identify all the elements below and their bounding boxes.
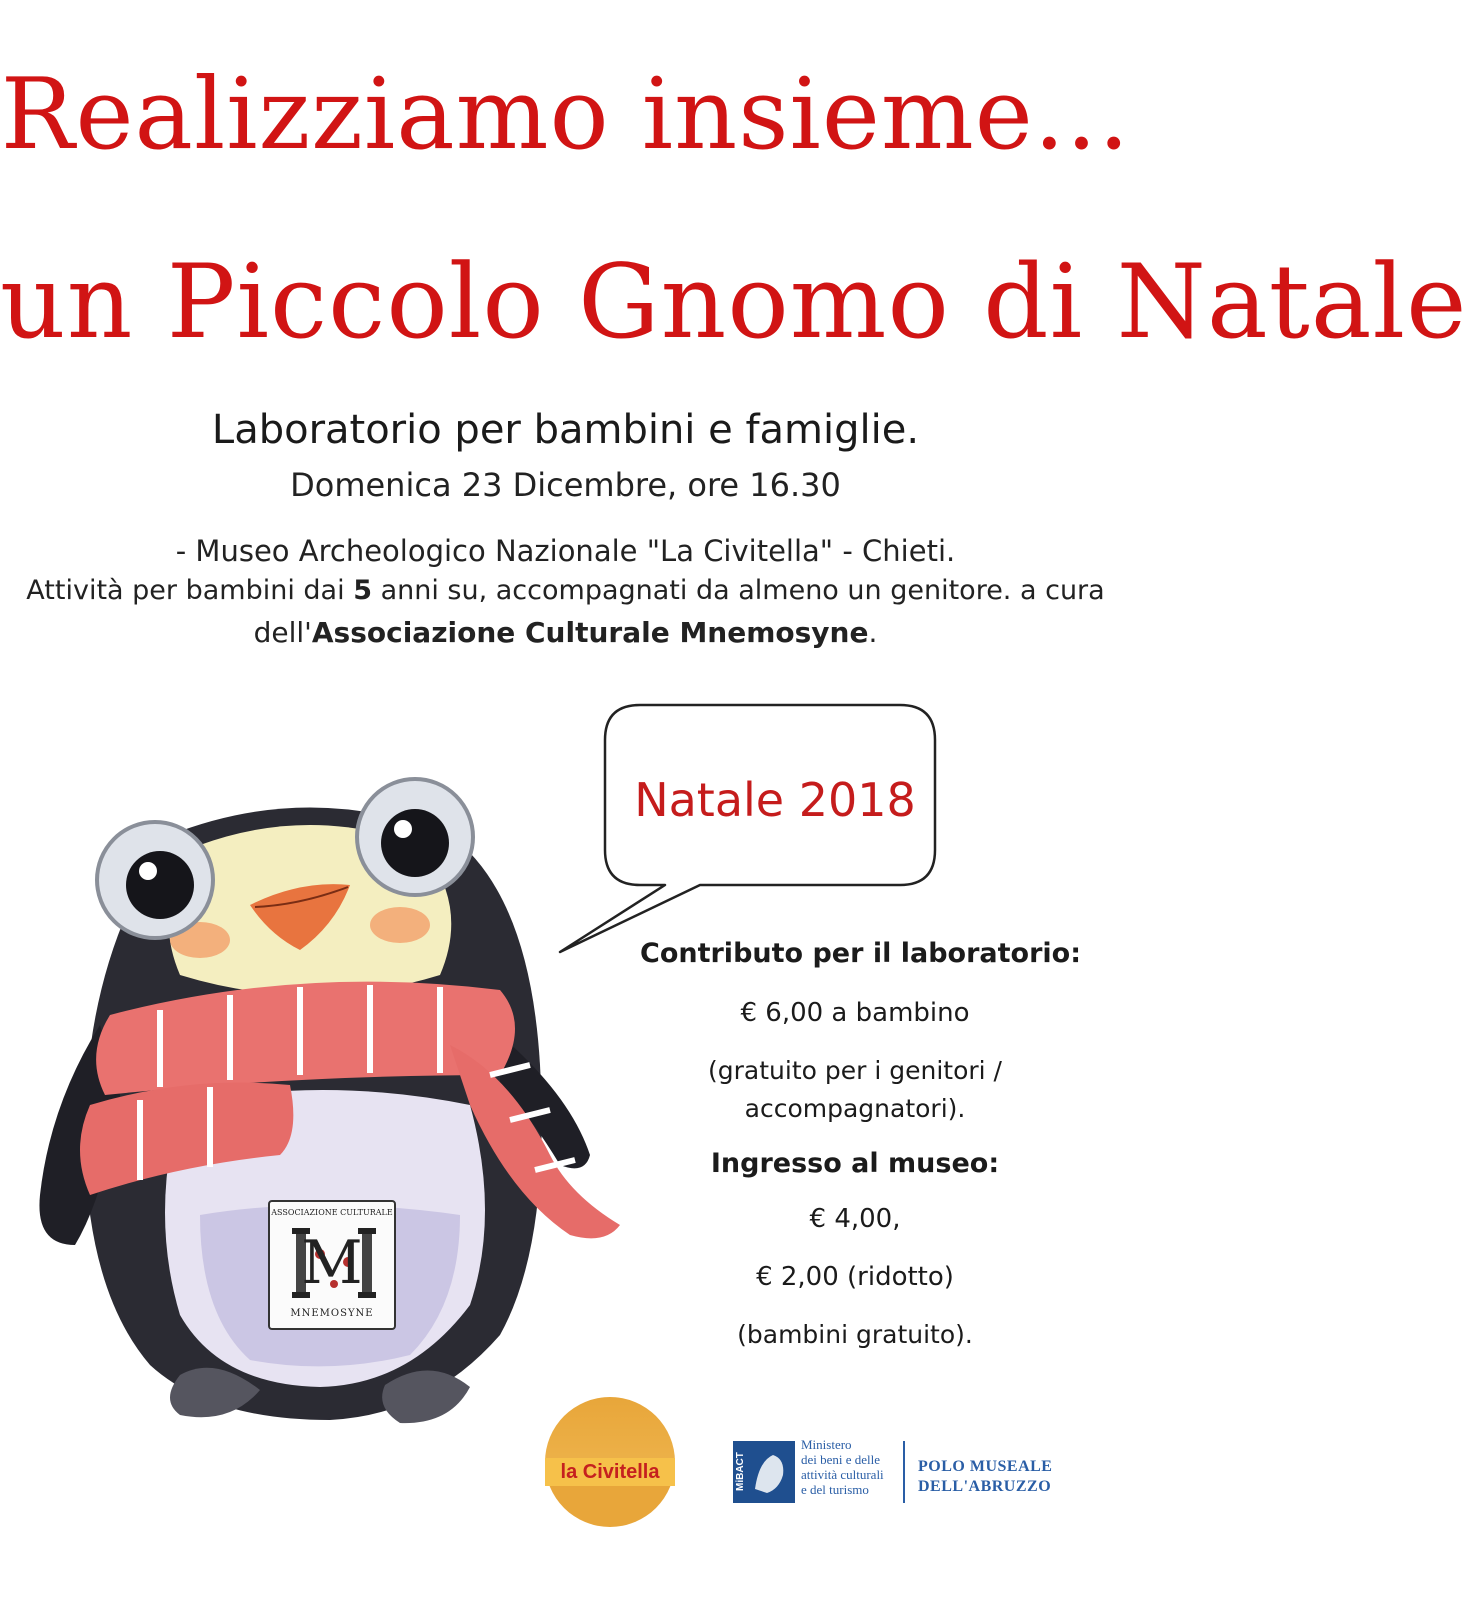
subtitle: Laboratorio per bambini e famiglie. — [211, 407, 920, 453]
speech-bubble-text: Natale 2018 — [634, 773, 916, 827]
activity-description — [0, 573, 1131, 609]
ministry-line-4: e del turismo — [801, 1482, 869, 1497]
ministry-line-2: dei beni e delle — [801, 1452, 881, 1467]
free-parents-line-1: (gratuito per i genitori / — [708, 1056, 1002, 1085]
mnemosyne-logo-name: MNEMOSYNE — [290, 1308, 374, 1319]
event-date: Domenica 23 Dicembre, ore 16.30 — [290, 466, 841, 504]
entrance-price-full: € 4,00, — [809, 1204, 901, 1234]
activity-age: 5 — [353, 575, 372, 606]
mnemosyne-logo-top-text: ASSOCIAZIONE CULTURALE — [271, 1208, 393, 1217]
ministry-line-3: attività culturali — [801, 1467, 884, 1482]
mibact-emblem-icon — [733, 1441, 795, 1503]
polo-line-2: DELL'ABRUZZO — [918, 1478, 1052, 1495]
mibact-badge-text: MiBACT — [735, 1452, 746, 1492]
organizer-line — [0, 615, 1131, 651]
contribution-label: Contributo per il laboratorio: — [640, 938, 1081, 969]
organizer-suffix: . — [868, 616, 878, 649]
mibact-badge — [733, 1441, 795, 1503]
ministry-line-1: Ministero — [801, 1437, 852, 1452]
organizer-prefix: dell' — [253, 616, 312, 649]
civitella-logo-text: la Civitella — [545, 1458, 675, 1486]
children-free-note: (bambini gratuito). — [737, 1320, 973, 1349]
free-parents-line-2: accompagnatori). — [744, 1094, 966, 1123]
title-line-1: Realizziamo insieme... — [0, 58, 1131, 172]
polo-museale-name — [918, 1457, 1058, 1497]
organizer-name: Associazione Culturale Mnemosyne — [311, 616, 869, 649]
activity-prefix: Attività per bambini dai — [26, 575, 354, 606]
mnemosyne-logo — [268, 1200, 396, 1330]
price-per-child: € 6,00 a bambino — [740, 998, 970, 1028]
event-venue: - Museo Archeologico Nazionale "La Civitella" - Chieti. — [175, 534, 956, 568]
activity-suffix: anni su, accompagnati da almeno un genitore. a cura — [371, 575, 1105, 606]
penguin-illustration — [30, 775, 650, 1445]
entrance-label: Ingresso al museo: — [710, 1148, 1000, 1179]
civitella-logo — [545, 1397, 675, 1527]
polo-line-1: POLO MUSEALE — [918, 1458, 1053, 1475]
ministry-divider — [903, 1441, 905, 1503]
entrance-price-reduced: € 2,00 (ridotto) — [756, 1262, 954, 1292]
mnemosyne-logo-letter: M — [301, 1228, 363, 1298]
ministry-logo — [733, 1437, 1063, 1507]
title-line-2: un Piccolo Gnomo di Natale — [0, 243, 1468, 362]
